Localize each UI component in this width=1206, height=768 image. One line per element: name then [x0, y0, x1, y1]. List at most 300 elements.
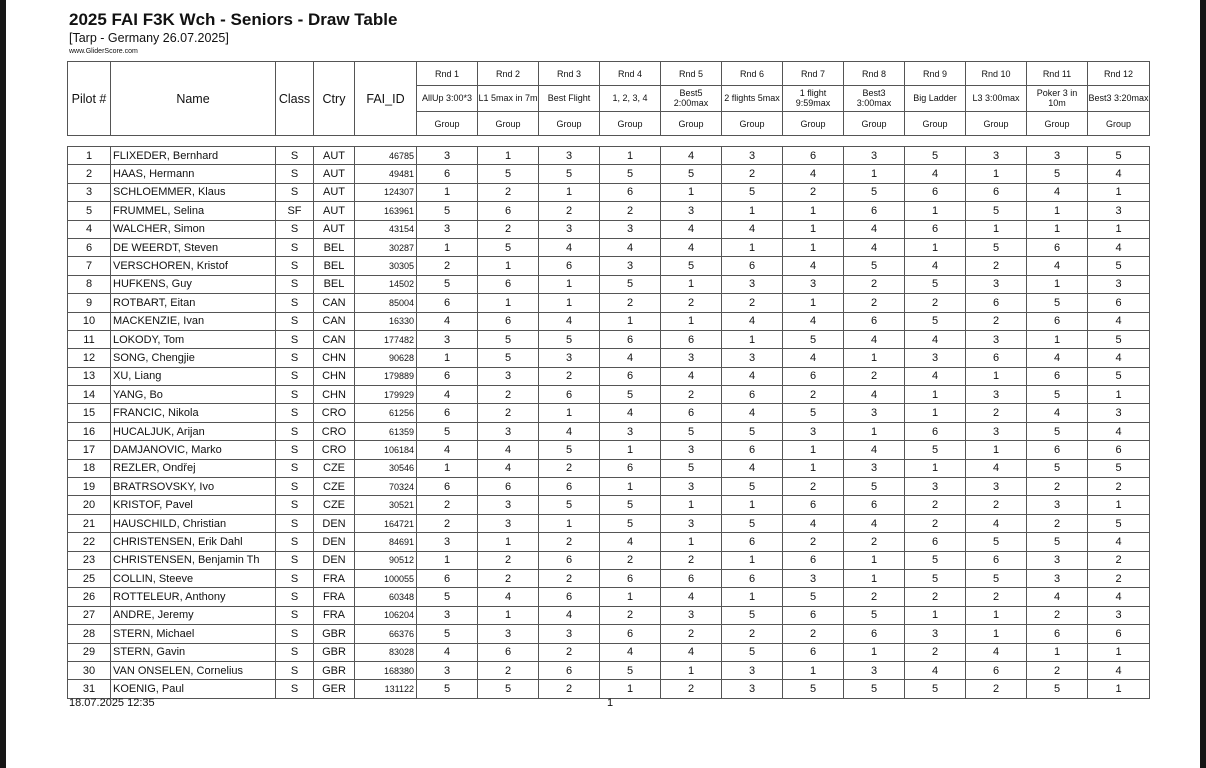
round-group-cell: 1 — [478, 294, 539, 312]
table-row — [68, 183, 1150, 201]
round-group-cell: 1 — [966, 441, 1027, 459]
round-group-cell: 5 — [417, 588, 478, 606]
round-group-cell: 2 — [1027, 606, 1088, 624]
round-group-cell: 3 — [600, 220, 661, 238]
round-group-cell: 2 — [539, 459, 600, 477]
round-group-cell: 4 — [1027, 257, 1088, 275]
round-task-description: Poker 3 in 10m — [1027, 86, 1088, 112]
pilot-fai-id: 85004 — [355, 294, 417, 312]
round-group-cell: 2 — [783, 478, 844, 496]
round-group-cell: 4 — [478, 459, 539, 477]
pilot-country: DEN — [314, 551, 355, 569]
round-group-cell: 3 — [417, 533, 478, 551]
round-group-cell: 6 — [478, 202, 539, 220]
round-group-cell: 5 — [600, 165, 661, 183]
round-group-cell: 6 — [722, 533, 783, 551]
round-group-cell: 3 — [1088, 202, 1150, 220]
round-group-cell: 6 — [600, 569, 661, 587]
round-group-cell: 3 — [539, 625, 600, 643]
round-group-cell: 6 — [966, 551, 1027, 569]
round-group-cell: 4 — [417, 312, 478, 330]
round-group-cell: 3 — [722, 661, 783, 679]
round-task-description: Best3 3:20max — [1088, 86, 1150, 112]
round-group-cell: 2 — [905, 294, 966, 312]
round-group-cell: 2 — [661, 625, 722, 643]
pilot-fai-id: 14502 — [355, 275, 417, 293]
pilot-name: FRANCIC, Nikola — [111, 404, 276, 422]
round-group-cell: 4 — [600, 533, 661, 551]
round-group-cell: 2 — [539, 643, 600, 661]
round-group-cell: 5 — [539, 496, 600, 514]
round-group-cell: 4 — [1088, 238, 1150, 256]
round-group-cell: 5 — [966, 533, 1027, 551]
round-label: Rnd 2 — [478, 62, 539, 86]
pilot-number: 29 — [68, 643, 111, 661]
table-row — [68, 459, 1150, 477]
table-row — [68, 257, 1150, 275]
pilot-name: YANG, Bo — [111, 386, 276, 404]
document-subtitle: [Tarp - Germany 26.07.2025] — [69, 31, 229, 45]
pilot-country: FRA — [314, 588, 355, 606]
round-group-cell: 3 — [417, 330, 478, 348]
round-group-cell: 5 — [905, 147, 966, 165]
round-group-cell: 5 — [478, 680, 539, 698]
pilot-class: S — [276, 514, 314, 532]
round-group-cell: 5 — [722, 183, 783, 201]
round-group-cell: 5 — [722, 643, 783, 661]
pilot-country: CAN — [314, 294, 355, 312]
round-label: Rnd 6 — [722, 62, 783, 86]
pilot-number: 26 — [68, 588, 111, 606]
round-group-cell: 5 — [661, 422, 722, 440]
table-row — [68, 202, 1150, 220]
round-group-cell: 1 — [661, 312, 722, 330]
round-group-cell: 1 — [844, 569, 905, 587]
round-group-cell: 3 — [1027, 569, 1088, 587]
round-label: Rnd 3 — [539, 62, 600, 86]
round-label: Rnd 11 — [1027, 62, 1088, 86]
table-row — [68, 165, 1150, 183]
round-group-cell: 4 — [600, 643, 661, 661]
pilot-name: MACKENZIE, Ivan — [111, 312, 276, 330]
pilot-number: 2 — [68, 165, 111, 183]
round-group-cell: 1 — [539, 294, 600, 312]
pilot-country: AUT — [314, 183, 355, 201]
round-group-cell: 6 — [539, 551, 600, 569]
round-group-cell: 1 — [905, 606, 966, 624]
pilot-class: S — [276, 625, 314, 643]
column-header-country: Ctry — [314, 62, 355, 136]
round-group-cell: 4 — [539, 238, 600, 256]
round-group-cell: 2 — [478, 661, 539, 679]
round-group-cell: 5 — [905, 551, 966, 569]
round-group-cell: 3 — [661, 441, 722, 459]
round-group-cell: 5 — [844, 183, 905, 201]
round-group-cell: 1 — [722, 238, 783, 256]
round-group-cell: 5 — [905, 441, 966, 459]
pilot-name: VERSCHOREN, Kristof — [111, 257, 276, 275]
round-group-cell: 5 — [844, 257, 905, 275]
round-group-cell: 5 — [539, 441, 600, 459]
round-group-cell: 4 — [722, 367, 783, 385]
round-group-cell: 5 — [417, 202, 478, 220]
round-group-cell: 3 — [600, 422, 661, 440]
pilot-class: S — [276, 422, 314, 440]
round-group-cell: 4 — [1088, 422, 1150, 440]
round-group-cell: 1 — [600, 312, 661, 330]
pilot-country: DEN — [314, 514, 355, 532]
round-group-cell: 1 — [722, 588, 783, 606]
round-task-description: L3 3:00max — [966, 86, 1027, 112]
round-group-cell: 6 — [905, 183, 966, 201]
pilot-fai-id: 106204 — [355, 606, 417, 624]
pilot-number: 31 — [68, 680, 111, 698]
round-group-cell: 6 — [539, 588, 600, 606]
round-group-cell: 2 — [539, 680, 600, 698]
round-group-cell: 5 — [478, 165, 539, 183]
round-group-cell: 1 — [539, 404, 600, 422]
round-group-cell: 1 — [417, 459, 478, 477]
round-task-description: AllUp 3:00*3 — [417, 86, 478, 112]
round-group-cell: 2 — [1088, 551, 1150, 569]
table-row — [68, 441, 1150, 459]
round-group-cell: 1 — [783, 459, 844, 477]
pilot-country: AUT — [314, 202, 355, 220]
round-group-cell: 6 — [1088, 294, 1150, 312]
round-group-cell: 1 — [417, 551, 478, 569]
round-group-cell: 5 — [417, 625, 478, 643]
round-group-cell: 2 — [417, 496, 478, 514]
round-group-cell: 1 — [783, 202, 844, 220]
table-row — [68, 330, 1150, 348]
pilot-name: SONG, Chengjie — [111, 349, 276, 367]
round-group-cell: 6 — [905, 220, 966, 238]
pilot-country: DEN — [314, 533, 355, 551]
round-group-cell: 2 — [905, 496, 966, 514]
group-column-label: Group — [1088, 112, 1150, 136]
round-group-cell: 6 — [478, 478, 539, 496]
column-header-name: Name — [111, 62, 276, 136]
round-group-cell: 3 — [478, 422, 539, 440]
round-group-cell: 1 — [1088, 386, 1150, 404]
pilot-number: 27 — [68, 606, 111, 624]
round-group-cell: 1 — [600, 588, 661, 606]
round-group-cell: 3 — [783, 422, 844, 440]
round-group-cell: 3 — [478, 367, 539, 385]
round-group-cell: 4 — [539, 422, 600, 440]
round-group-cell: 5 — [844, 680, 905, 698]
pilot-country: CRO — [314, 441, 355, 459]
round-group-cell: 4 — [1027, 349, 1088, 367]
pilot-class: S — [276, 386, 314, 404]
round-group-cell: 5 — [722, 606, 783, 624]
round-group-cell: 4 — [539, 312, 600, 330]
round-group-cell: 6 — [417, 569, 478, 587]
table-row — [68, 551, 1150, 569]
table-row — [68, 386, 1150, 404]
pilot-name: REZLER, Ondřej — [111, 459, 276, 477]
round-group-cell: 3 — [417, 661, 478, 679]
round-group-cell: 4 — [783, 165, 844, 183]
round-group-cell: 4 — [600, 349, 661, 367]
round-group-cell: 2 — [1027, 478, 1088, 496]
round-group-cell: 6 — [661, 569, 722, 587]
round-group-cell: 1 — [478, 606, 539, 624]
round-group-cell: 4 — [661, 588, 722, 606]
round-group-cell: 1 — [661, 661, 722, 679]
round-group-cell: 1 — [905, 202, 966, 220]
round-group-cell: 2 — [600, 606, 661, 624]
round-group-cell: 6 — [661, 330, 722, 348]
pilot-name: LOKODY, Tom — [111, 330, 276, 348]
pilot-name: FRUMMEL, Selina — [111, 202, 276, 220]
round-group-cell: 1 — [417, 349, 478, 367]
pilot-class: S — [276, 183, 314, 201]
round-group-cell: 5 — [844, 606, 905, 624]
round-group-cell: 5 — [1088, 514, 1150, 532]
round-group-cell: 1 — [1027, 643, 1088, 661]
round-group-cell: 1 — [661, 496, 722, 514]
round-group-cell: 3 — [966, 147, 1027, 165]
group-column-label: Group — [905, 112, 966, 136]
pilot-country: CRO — [314, 404, 355, 422]
round-group-cell: 3 — [661, 349, 722, 367]
round-group-cell: 5 — [600, 386, 661, 404]
pilot-name: ANDRE, Jeremy — [111, 606, 276, 624]
pilot-name: DAMJANOVIC, Marko — [111, 441, 276, 459]
round-group-cell: 2 — [783, 625, 844, 643]
pilot-class: S — [276, 643, 314, 661]
pilot-fai-id: 49481 — [355, 165, 417, 183]
round-group-cell: 5 — [905, 275, 966, 293]
pilot-name: VAN ONSELEN, Cornelius — [111, 661, 276, 679]
pilot-fai-id: 84691 — [355, 533, 417, 551]
pilot-number: 30 — [68, 661, 111, 679]
round-group-cell: 3 — [1088, 275, 1150, 293]
pilot-class: S — [276, 312, 314, 330]
pilot-class: S — [276, 404, 314, 422]
round-group-cell: 2 — [844, 275, 905, 293]
pilot-fai-id: 46785 — [355, 147, 417, 165]
round-group-cell: 1 — [1027, 220, 1088, 238]
round-group-cell: 1 — [966, 367, 1027, 385]
column-header-fai-id: FAI_ID — [355, 62, 417, 136]
pilot-class: S — [276, 238, 314, 256]
round-group-cell: 3 — [1027, 496, 1088, 514]
round-group-cell: 2 — [539, 569, 600, 587]
pilot-number: 23 — [68, 551, 111, 569]
pilot-number: 18 — [68, 459, 111, 477]
round-group-cell: 5 — [1027, 165, 1088, 183]
round-group-cell: 1 — [783, 294, 844, 312]
round-group-cell: 2 — [478, 386, 539, 404]
pilot-country: GBR — [314, 625, 355, 643]
table-row — [68, 514, 1150, 532]
round-group-cell: 6 — [478, 275, 539, 293]
round-group-cell: 5 — [905, 680, 966, 698]
pilot-number: 4 — [68, 220, 111, 238]
group-column-label: Group — [539, 112, 600, 136]
round-group-cell: 6 — [783, 606, 844, 624]
round-group-cell: 2 — [844, 588, 905, 606]
pilot-number: 22 — [68, 533, 111, 551]
round-group-cell: 4 — [1088, 165, 1150, 183]
round-group-cell: 6 — [417, 294, 478, 312]
pilot-fai-id: 177482 — [355, 330, 417, 348]
pilot-country: AUT — [314, 220, 355, 238]
pilot-fai-id: 70324 — [355, 478, 417, 496]
pilot-number: 16 — [68, 422, 111, 440]
round-group-cell: 2 — [1027, 661, 1088, 679]
round-group-cell: 5 — [417, 680, 478, 698]
round-group-cell: 4 — [905, 330, 966, 348]
round-group-cell: 5 — [1088, 330, 1150, 348]
pilot-country: CAN — [314, 330, 355, 348]
round-group-cell: 6 — [1027, 625, 1088, 643]
round-group-cell: 1 — [661, 275, 722, 293]
round-group-cell: 1 — [600, 680, 661, 698]
round-group-cell: 5 — [417, 422, 478, 440]
round-group-cell: 2 — [661, 386, 722, 404]
round-group-cell: 1 — [844, 422, 905, 440]
website-link[interactable]: www.GliderScore.com — [69, 48, 138, 55]
table-row — [68, 496, 1150, 514]
round-group-cell: 6 — [966, 349, 1027, 367]
round-group-cell: 5 — [661, 165, 722, 183]
round-group-cell: 6 — [966, 661, 1027, 679]
pilot-fai-id: 163961 — [355, 202, 417, 220]
round-label: Rnd 12 — [1088, 62, 1150, 86]
round-group-cell: 1 — [966, 165, 1027, 183]
pilot-class: S — [276, 551, 314, 569]
round-group-cell: 2 — [661, 294, 722, 312]
pilot-number: 14 — [68, 386, 111, 404]
pilot-country: CHN — [314, 367, 355, 385]
round-group-cell: 1 — [600, 478, 661, 496]
round-group-cell: 4 — [1088, 661, 1150, 679]
round-group-cell: 4 — [539, 606, 600, 624]
round-task-description: 2 flights 5max — [722, 86, 783, 112]
group-column-label: Group — [600, 112, 661, 136]
pilot-name: ROTTELEUR, Anthony — [111, 588, 276, 606]
pilot-number: 5 — [68, 202, 111, 220]
round-group-cell: 1 — [783, 661, 844, 679]
pilot-number: 15 — [68, 404, 111, 422]
round-group-cell: 6 — [1027, 441, 1088, 459]
table-row — [68, 422, 1150, 440]
pilot-country: GBR — [314, 661, 355, 679]
pilot-class: S — [276, 496, 314, 514]
page-number: 1 — [607, 697, 614, 709]
round-group-cell: 6 — [600, 367, 661, 385]
round-group-cell: 6 — [1027, 238, 1088, 256]
pilot-fai-id: 90512 — [355, 551, 417, 569]
round-group-cell: 1 — [905, 386, 966, 404]
round-group-cell: 3 — [600, 257, 661, 275]
round-group-cell: 2 — [966, 588, 1027, 606]
round-group-cell: 2 — [783, 386, 844, 404]
round-group-cell: 6 — [783, 367, 844, 385]
pilot-fai-id: 16330 — [355, 312, 417, 330]
round-group-cell: 1 — [539, 275, 600, 293]
table-row — [68, 661, 1150, 679]
pilot-number: 11 — [68, 330, 111, 348]
round-task-description: Best Flight — [539, 86, 600, 112]
round-group-cell: 5 — [783, 404, 844, 422]
round-group-cell: 2 — [905, 643, 966, 661]
round-group-cell: 6 — [722, 386, 783, 404]
round-group-cell: 5 — [478, 330, 539, 348]
round-group-cell: 3 — [1027, 551, 1088, 569]
round-label: Rnd 10 — [966, 62, 1027, 86]
round-group-cell: 4 — [661, 643, 722, 661]
round-group-cell: 5 — [844, 478, 905, 496]
table-row — [68, 275, 1150, 293]
round-group-cell: 1 — [1027, 202, 1088, 220]
round-group-cell: 6 — [417, 165, 478, 183]
round-group-cell: 5 — [783, 330, 844, 348]
round-group-cell: 6 — [783, 643, 844, 661]
round-group-cell: 2 — [966, 404, 1027, 422]
round-group-cell: 1 — [478, 533, 539, 551]
pilot-name: BRATRSOVSKY, Ivo — [111, 478, 276, 496]
group-column-label: Group — [783, 112, 844, 136]
round-group-cell: 4 — [600, 404, 661, 422]
round-group-cell: 3 — [661, 514, 722, 532]
round-group-cell: 6 — [966, 183, 1027, 201]
round-group-cell: 5 — [966, 238, 1027, 256]
pilot-class: S — [276, 459, 314, 477]
round-group-cell: 4 — [1088, 533, 1150, 551]
round-group-cell: 6 — [417, 404, 478, 422]
round-group-cell: 6 — [1088, 441, 1150, 459]
pilot-class: S — [276, 257, 314, 275]
round-group-cell: 1 — [478, 147, 539, 165]
round-task-description: L1 5max in 7m — [478, 86, 539, 112]
pilot-name: HAAS, Hermann — [111, 165, 276, 183]
table-row — [68, 533, 1150, 551]
pilot-class: S — [276, 441, 314, 459]
pilot-country: CRO — [314, 422, 355, 440]
round-group-cell: 3 — [1027, 147, 1088, 165]
round-group-cell: 5 — [661, 257, 722, 275]
round-group-cell: 3 — [722, 680, 783, 698]
round-group-cell: 5 — [661, 459, 722, 477]
pilot-name: STERN, Gavin — [111, 643, 276, 661]
round-group-cell: 1 — [966, 625, 1027, 643]
round-group-cell: 3 — [783, 569, 844, 587]
pilot-fai-id: 124307 — [355, 183, 417, 201]
round-group-cell: 3 — [478, 625, 539, 643]
pilot-country: CZE — [314, 459, 355, 477]
table-row — [68, 643, 1150, 661]
pilot-fai-id: 43154 — [355, 220, 417, 238]
pilot-number: 21 — [68, 514, 111, 532]
round-group-cell: 1 — [661, 533, 722, 551]
table-row — [68, 312, 1150, 330]
pilot-name: COLLIN, Steeve — [111, 569, 276, 587]
round-group-cell: 6 — [539, 661, 600, 679]
round-group-cell: 6 — [600, 183, 661, 201]
round-group-cell: 2 — [844, 533, 905, 551]
round-group-cell: 5 — [1027, 422, 1088, 440]
pilot-fai-id: 168380 — [355, 661, 417, 679]
round-group-cell: 1 — [783, 220, 844, 238]
pilot-fai-id: 30521 — [355, 496, 417, 514]
round-group-cell: 5 — [905, 312, 966, 330]
group-column-label: Group — [417, 112, 478, 136]
round-group-cell: 4 — [905, 165, 966, 183]
